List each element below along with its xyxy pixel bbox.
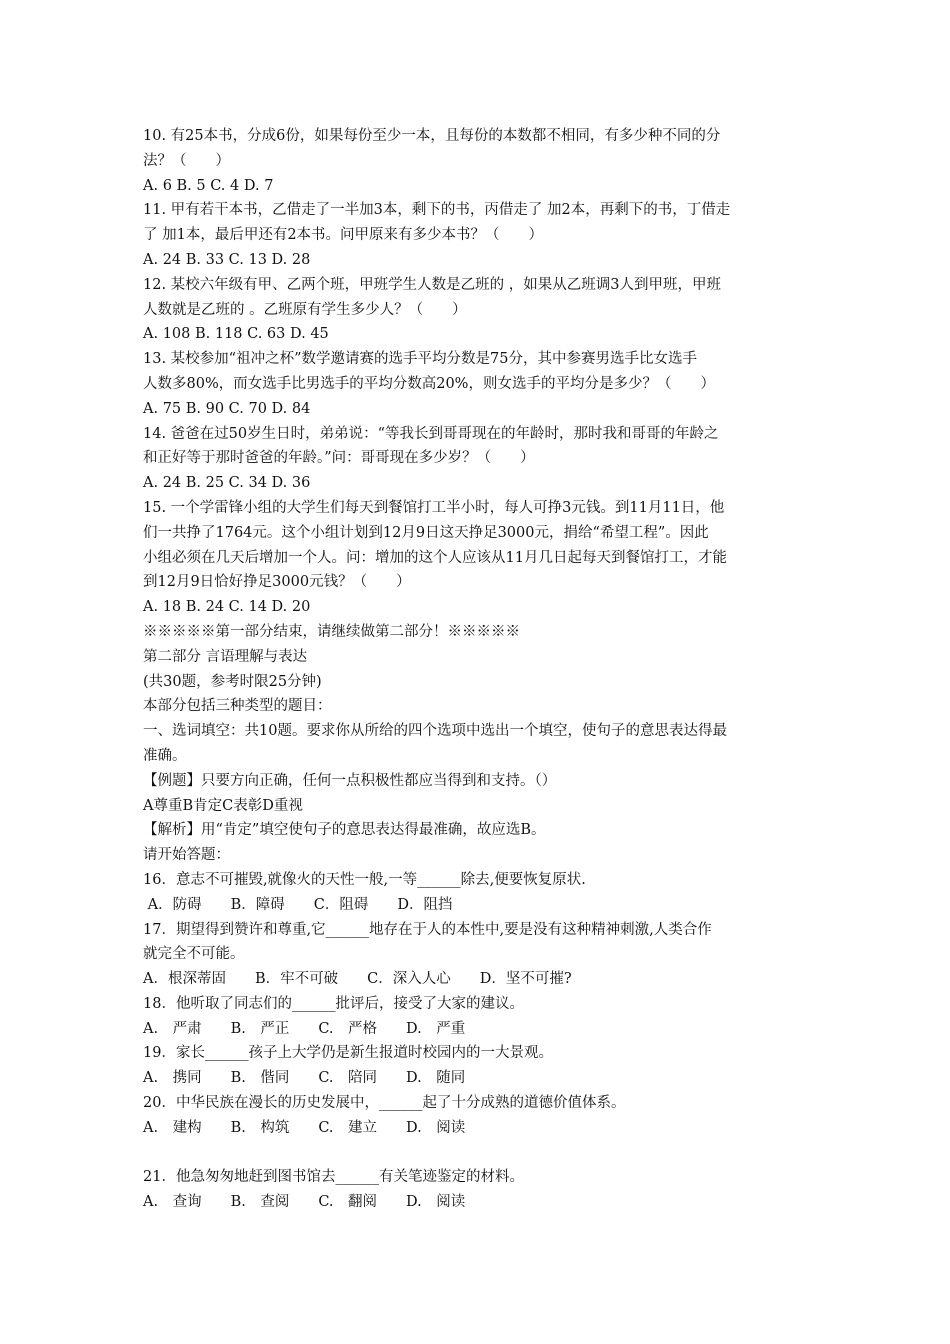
text-line: 本部分包括三种类型的题目：: [143, 698, 332, 715]
document-body: [143, 124, 809, 1215]
options-line: A. 108 B. 118 C. 63 D. 45: [143, 326, 329, 343]
options-line: A. 查询 B. 查阅 C. 翻阅 D. 阅读: [143, 1194, 466, 1211]
options-line: A. 75 B. 90 C. 70 D. 84: [143, 400, 311, 417]
explanation-line: 【解析】用“肯定”填空使句子的意思表达得最准确，故应选B。: [143, 822, 546, 839]
options-line: A. 6 B. 5 C. 4 D. 7: [143, 177, 274, 194]
section-note: (共30题，参考时限25分钟): [143, 673, 322, 690]
options-line: A．根深蒂固 B．牢不可破 C．深入人心 D．坚不可摧?: [143, 971, 572, 988]
text-line: 12. 某校六年级有甲、乙两个班，甲班学生人数是乙班的 ，如果从乙班调3人到甲班，甲班: [143, 276, 721, 293]
text-line: 18．他听取了同志们的______批评后，接受了大家的建议。: [143, 995, 524, 1012]
text-line: 19．家长______孩子上大学仍是新生报道时校园内的一大景观。: [143, 1045, 553, 1062]
text-line: 请开始答题：: [143, 847, 230, 864]
options-line: A. 24 B. 25 C. 34 D. 36: [143, 475, 311, 492]
options-line: A. 携同 B. 偕同 C. 陪同 D. 随同: [143, 1070, 466, 1087]
section-divider: ※※※※※第一部分结束，请继续做第二部分！※※※※※: [143, 623, 520, 640]
section-title: 第二部分 言语理解与表达: [143, 648, 308, 665]
options-line: A. 严肃 B. 严正 C. 严格 D. 严重: [143, 1020, 466, 1037]
options-line: A. 建构 B. 构筑 C. 建立 D. 阅读: [143, 1119, 466, 1136]
text-line: 准确。: [143, 747, 187, 764]
options-line: A．防碍 B．障碍 C．阻碍 D．阻挡: [143, 896, 453, 913]
text-line: 16．意志不可摧毁,就像火的天性一般,一等______除去,便要恢复原状.: [143, 871, 586, 888]
text-line: 和正好等于那时爸爸的年龄。”问：哥哥现在多少岁？（ ）: [143, 450, 535, 467]
text-line: 小组必须在几天后增加一个人。问：增加的这个人应该从11月几日起每天到餐馆打工，才能: [143, 549, 727, 566]
blank-line: [143, 1141, 809, 1166]
text-line: 们一共挣了1764元。这个小组计划到12月9日这天挣足3000元，捐给“希望工程”。因此: [143, 524, 709, 541]
text-line: 人数多80%，而女选手比男选手的平均分数高20%，则女选手的平均分是多少？（ ）: [143, 375, 715, 392]
text-line: 人数就是乙班的 。乙班原有学生多少人？（ ）: [143, 301, 467, 318]
text-line: 15. 一个学雷锋小组的大学生们每天到餐馆打工半小时，每人可挣3元钱。到11月11日，他: [143, 499, 725, 516]
example-line: 【例题】只要方向正确，任何一点积极性都应当得到和支持。（）: [143, 772, 557, 789]
text-line: 了 加1本，最后甲还有2本书。问甲原来有多少本书？（ ）: [143, 227, 544, 244]
text-line: 就完全不可能。: [143, 946, 245, 963]
text-line: 14. 爸爸在过50岁生日时，弟弟说：“等我长到哥哥现在的年龄时，那时我和哥哥的年龄之: [143, 425, 719, 442]
text-line: 11. 甲有若干本书，乙借走了一半加3本，剩下的书，丙借走了 加2本，再剩下的书，丁借走: [143, 202, 731, 219]
text-line: 20．中华民族在漫长的历史发展中，______起了十分成熟的道德价值体系。: [143, 1095, 626, 1112]
text-line: 21．他急匆匆地赶到图书馆去______有关笔迹鉴定的材料。: [143, 1169, 524, 1186]
text-line: 17．期望得到赞许和尊重,它______地存在于人的本性中,要是没有这种精神刺激,人类合作: [143, 921, 712, 938]
options-line: A. 24 B. 33 C. 13 D. 28: [143, 251, 311, 268]
text-line: 10. 有25本书，分成6份，如果每份至少一本，且每份的本数都不相同，有多少种不同的分: [143, 128, 721, 144]
text-line: 13. 某校参加“祖冲之杯”数学邀请赛的选手平均分数是75分，其中参赛男选手比女选手: [143, 351, 697, 368]
text-line: 到12月9日恰好挣足3000元钱？（ ）: [143, 574, 411, 591]
options-line: A尊重B肯定C表彰D重视: [143, 797, 303, 814]
options-line: A. 18 B. 24 C. 14 D. 20: [143, 599, 311, 616]
text-line: 一、选词填空：共10题。要求你从所给的四个选项中选出一个填空，使句子的意思表达得最: [143, 723, 727, 740]
text-line: 法？（ ）: [143, 152, 230, 169]
